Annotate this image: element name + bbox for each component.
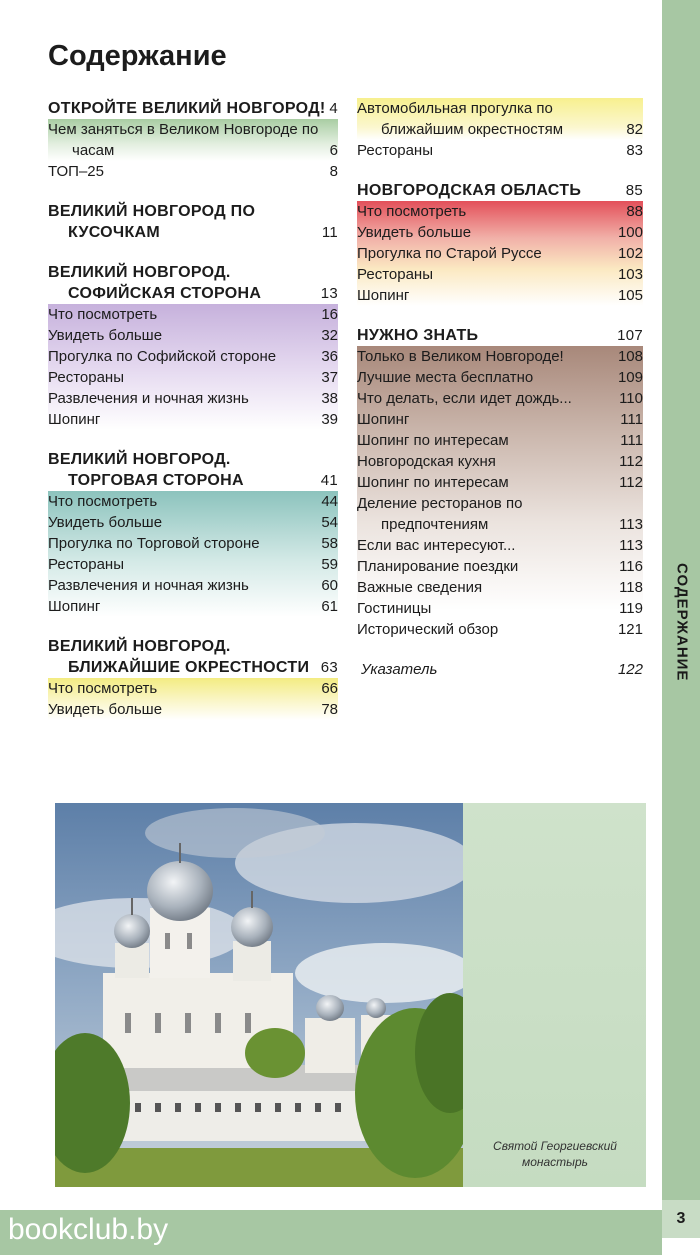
section-page: 11 [321, 224, 338, 241]
entry-title: Планирование поездки [357, 558, 519, 575]
entry-title: Только в Великом Новгороде! [357, 348, 564, 365]
entry-title: Шопинг [48, 411, 101, 428]
entry-page: 36 [321, 348, 338, 365]
entry-page: 37 [321, 369, 338, 386]
section-heading[interactable] [48, 636, 338, 678]
toc-entry[interactable] [357, 472, 643, 493]
entry-page: 82 [626, 121, 643, 138]
entry-title: Развлечения и ночная жизнь [48, 577, 249, 594]
entry-title: Автомобильная прогулка по ближайшим окрестностям [357, 100, 564, 138]
entry-page: 110 [619, 390, 643, 407]
toc-section [357, 180, 643, 306]
toc-entry[interactable] [357, 222, 643, 243]
entry-page: 8 [329, 163, 338, 180]
toc-entry[interactable] [48, 596, 338, 617]
entry-page: 54 [321, 514, 338, 531]
entry-title: Увидеть больше [48, 701, 163, 718]
monastery-illustration [55, 803, 463, 1187]
index-entry[interactable] [357, 659, 643, 680]
toc-entry[interactable] [357, 285, 643, 306]
entry-title: Шопинг [48, 598, 101, 615]
entry-title: Рестораны [48, 556, 124, 573]
toc-entry[interactable] [357, 140, 643, 161]
section-heading[interactable] [48, 201, 338, 243]
entry-title: Рестораны [357, 266, 433, 283]
toc-left-column [48, 98, 338, 739]
entry-title: Шопинг [357, 411, 410, 428]
entries-violet [48, 304, 338, 430]
entry-page: 100 [617, 224, 643, 241]
entry-page: 59 [321, 556, 338, 573]
entry-page: 78 [321, 701, 338, 718]
section-page: 41 [320, 472, 338, 489]
toc-entry[interactable] [357, 493, 643, 535]
side-tab-label: СОДЕРЖАНИЕ [673, 562, 691, 682]
entry-page: 38 [321, 390, 338, 407]
section-heading[interactable] [48, 262, 338, 304]
toc-entry[interactable] [357, 598, 643, 619]
photo-caption: Святой Георгиевский монастырь [493, 1139, 617, 1169]
entries-yellow [357, 98, 643, 140]
caption-panel [463, 803, 646, 1187]
entry-page: 122 [617, 661, 643, 678]
toc-entry[interactable] [357, 619, 643, 640]
toc-entry[interactable] [48, 325, 338, 346]
toc-entry[interactable] [357, 577, 643, 598]
toc-entry[interactable] [48, 161, 338, 182]
entry-title: Шопинг по интересам [357, 474, 509, 491]
toc-entry[interactable] [357, 98, 643, 140]
toc-entry[interactable] [357, 430, 643, 451]
entry-title: Чем заняться в Великом Новгороде по часам [48, 121, 319, 159]
entry-title: Шопинг по интересам [357, 432, 509, 449]
entry-title: Увидеть больше [48, 514, 163, 531]
entry-title: Указатель [361, 661, 438, 678]
section-page: 85 [625, 182, 643, 199]
entry-page: 39 [321, 411, 338, 428]
entry-title: Гостиницы [357, 600, 432, 617]
entry-title: Что посмотреть [48, 680, 158, 697]
entries-red [357, 201, 643, 306]
entry-title: Новгородская кухня [357, 453, 496, 470]
toc-section [48, 98, 338, 182]
toc-entry[interactable] [357, 367, 643, 388]
section-title: НУЖНО ЗНАТЬ [357, 327, 479, 344]
entries-teal [48, 491, 338, 617]
section-title: ВЕЛИКИЙ НОВГОРОД. СОФИЙСКАЯ СТОРОНА [48, 264, 262, 302]
toc-entry[interactable] [357, 556, 643, 577]
entry-page: 103 [617, 266, 643, 283]
entry-page: 112 [619, 453, 643, 470]
toc-entry[interactable] [357, 243, 643, 264]
entry-page: 111 [620, 411, 643, 428]
entry-page: 102 [617, 245, 643, 262]
toc-entry[interactable] [48, 575, 338, 596]
toc-entry[interactable] [48, 533, 338, 554]
entry-page: 111 [620, 432, 643, 449]
toc-entry[interactable] [48, 367, 338, 388]
entry-page: 109 [617, 369, 643, 386]
toc-entry[interactable] [48, 119, 338, 161]
section-heading[interactable] [48, 98, 338, 119]
entry-title: Шопинг [357, 287, 410, 304]
section-page: 63 [320, 659, 338, 676]
entry-page: 113 [619, 516, 643, 533]
entry-page: 121 [617, 621, 643, 638]
toc-entry[interactable] [357, 201, 643, 222]
entry-title: Деление ресторанов по предпочтениям [357, 495, 523, 533]
entry-page: 116 [619, 558, 643, 575]
entry-title: Если вас интересуют... [357, 537, 516, 554]
toc-entry[interactable] [357, 409, 643, 430]
entry-page: 66 [321, 680, 338, 697]
page-number: 3 [662, 1200, 700, 1238]
entry-title: Прогулка по Софийской стороне [48, 348, 277, 365]
toc-section [357, 325, 643, 640]
toc-entry[interactable] [48, 554, 338, 575]
toc-section [48, 449, 338, 617]
page-title: Содержание [48, 40, 227, 72]
toc-entry[interactable] [48, 699, 338, 720]
section-title: ОТКРОЙТЕ ВЕЛИКИЙ НОВГОРОД! [48, 100, 326, 117]
toc-section [48, 201, 338, 243]
toc-entry[interactable] [357, 535, 643, 556]
entry-page: 112 [619, 474, 643, 491]
toc-entry[interactable] [48, 678, 338, 699]
entries-green [48, 119, 338, 161]
entry-page: 16 [321, 306, 338, 323]
section-heading[interactable] [357, 325, 643, 346]
entry-page: 108 [617, 348, 643, 365]
entry-title: Важные сведения [357, 579, 483, 596]
toc-entry[interactable] [48, 512, 338, 533]
section-title: ВЕЛИКИЙ НОВГОРОД. БЛИЖАЙШИЕ ОКРЕСТНОСТИ [48, 638, 310, 676]
entry-page: 32 [321, 327, 338, 344]
entries-yellow [48, 678, 338, 720]
entry-title: ТОП–25 [48, 163, 104, 180]
section-title: ВЕЛИКИЙ НОВГОРОД ПО КУСОЧКАМ [48, 203, 256, 241]
entry-title: Прогулка по Торговой стороне [48, 535, 260, 552]
toc-entry[interactable] [48, 491, 338, 512]
entry-title: Что посмотреть [48, 493, 158, 510]
toc-entry[interactable] [357, 388, 643, 409]
entry-title: Лучшие места бесплатно [357, 369, 534, 386]
section-title: НОВГОРОДСКАЯ ОБЛАСТЬ [357, 182, 582, 199]
entry-title: Что посмотреть [48, 306, 158, 323]
section-heading[interactable] [48, 449, 338, 491]
entry-page: 6 [329, 142, 338, 159]
entry-page: 61 [321, 598, 338, 615]
entry-page: 60 [321, 577, 338, 594]
toc-entry[interactable] [48, 388, 338, 409]
section-page: 13 [320, 285, 338, 302]
toc-entry[interactable] [357, 451, 643, 472]
entry-title: Что делать, если идет дождь... [357, 390, 572, 407]
section-title: ВЕЛИКИЙ НОВГОРОД. ТОРГОВАЯ СТОРОНА [48, 451, 244, 489]
section-page: 107 [617, 327, 643, 344]
toc-entry[interactable] [48, 346, 338, 367]
entry-page: 119 [619, 600, 643, 617]
entries-brown [357, 346, 643, 640]
entry-title: Рестораны [48, 369, 124, 386]
entry-page: 118 [619, 579, 643, 596]
entry-page: 83 [626, 142, 643, 159]
toc-right-column [357, 98, 643, 680]
entry-title: Что посмотреть [357, 203, 467, 220]
entry-title: Прогулка по Старой Руссе [357, 245, 542, 262]
toc-entry[interactable] [48, 304, 338, 325]
entry-page: 44 [321, 493, 338, 510]
entry-page: 105 [617, 287, 643, 304]
entry-title: Исторический обзор [357, 621, 499, 638]
toc-entry[interactable] [357, 346, 643, 367]
toc-section [48, 262, 338, 430]
entry-title: Развлечения и ночная жизнь [48, 390, 249, 407]
entry-title: Рестораны [357, 142, 433, 159]
entry-title: Увидеть больше [357, 224, 472, 241]
entry-page: 58 [321, 535, 338, 552]
toc-entry[interactable] [48, 409, 338, 430]
toc-entry[interactable] [357, 264, 643, 285]
entry-title: Увидеть больше [48, 327, 163, 344]
toc-section [48, 636, 338, 720]
entry-page: 113 [619, 537, 643, 554]
toc-section [357, 98, 643, 161]
section-heading[interactable] [357, 180, 643, 201]
watermark: bookclub.by [8, 1213, 169, 1246]
monastery-photo [55, 803, 463, 1187]
entry-page: 88 [626, 203, 643, 220]
section-page: 4 [329, 100, 338, 117]
